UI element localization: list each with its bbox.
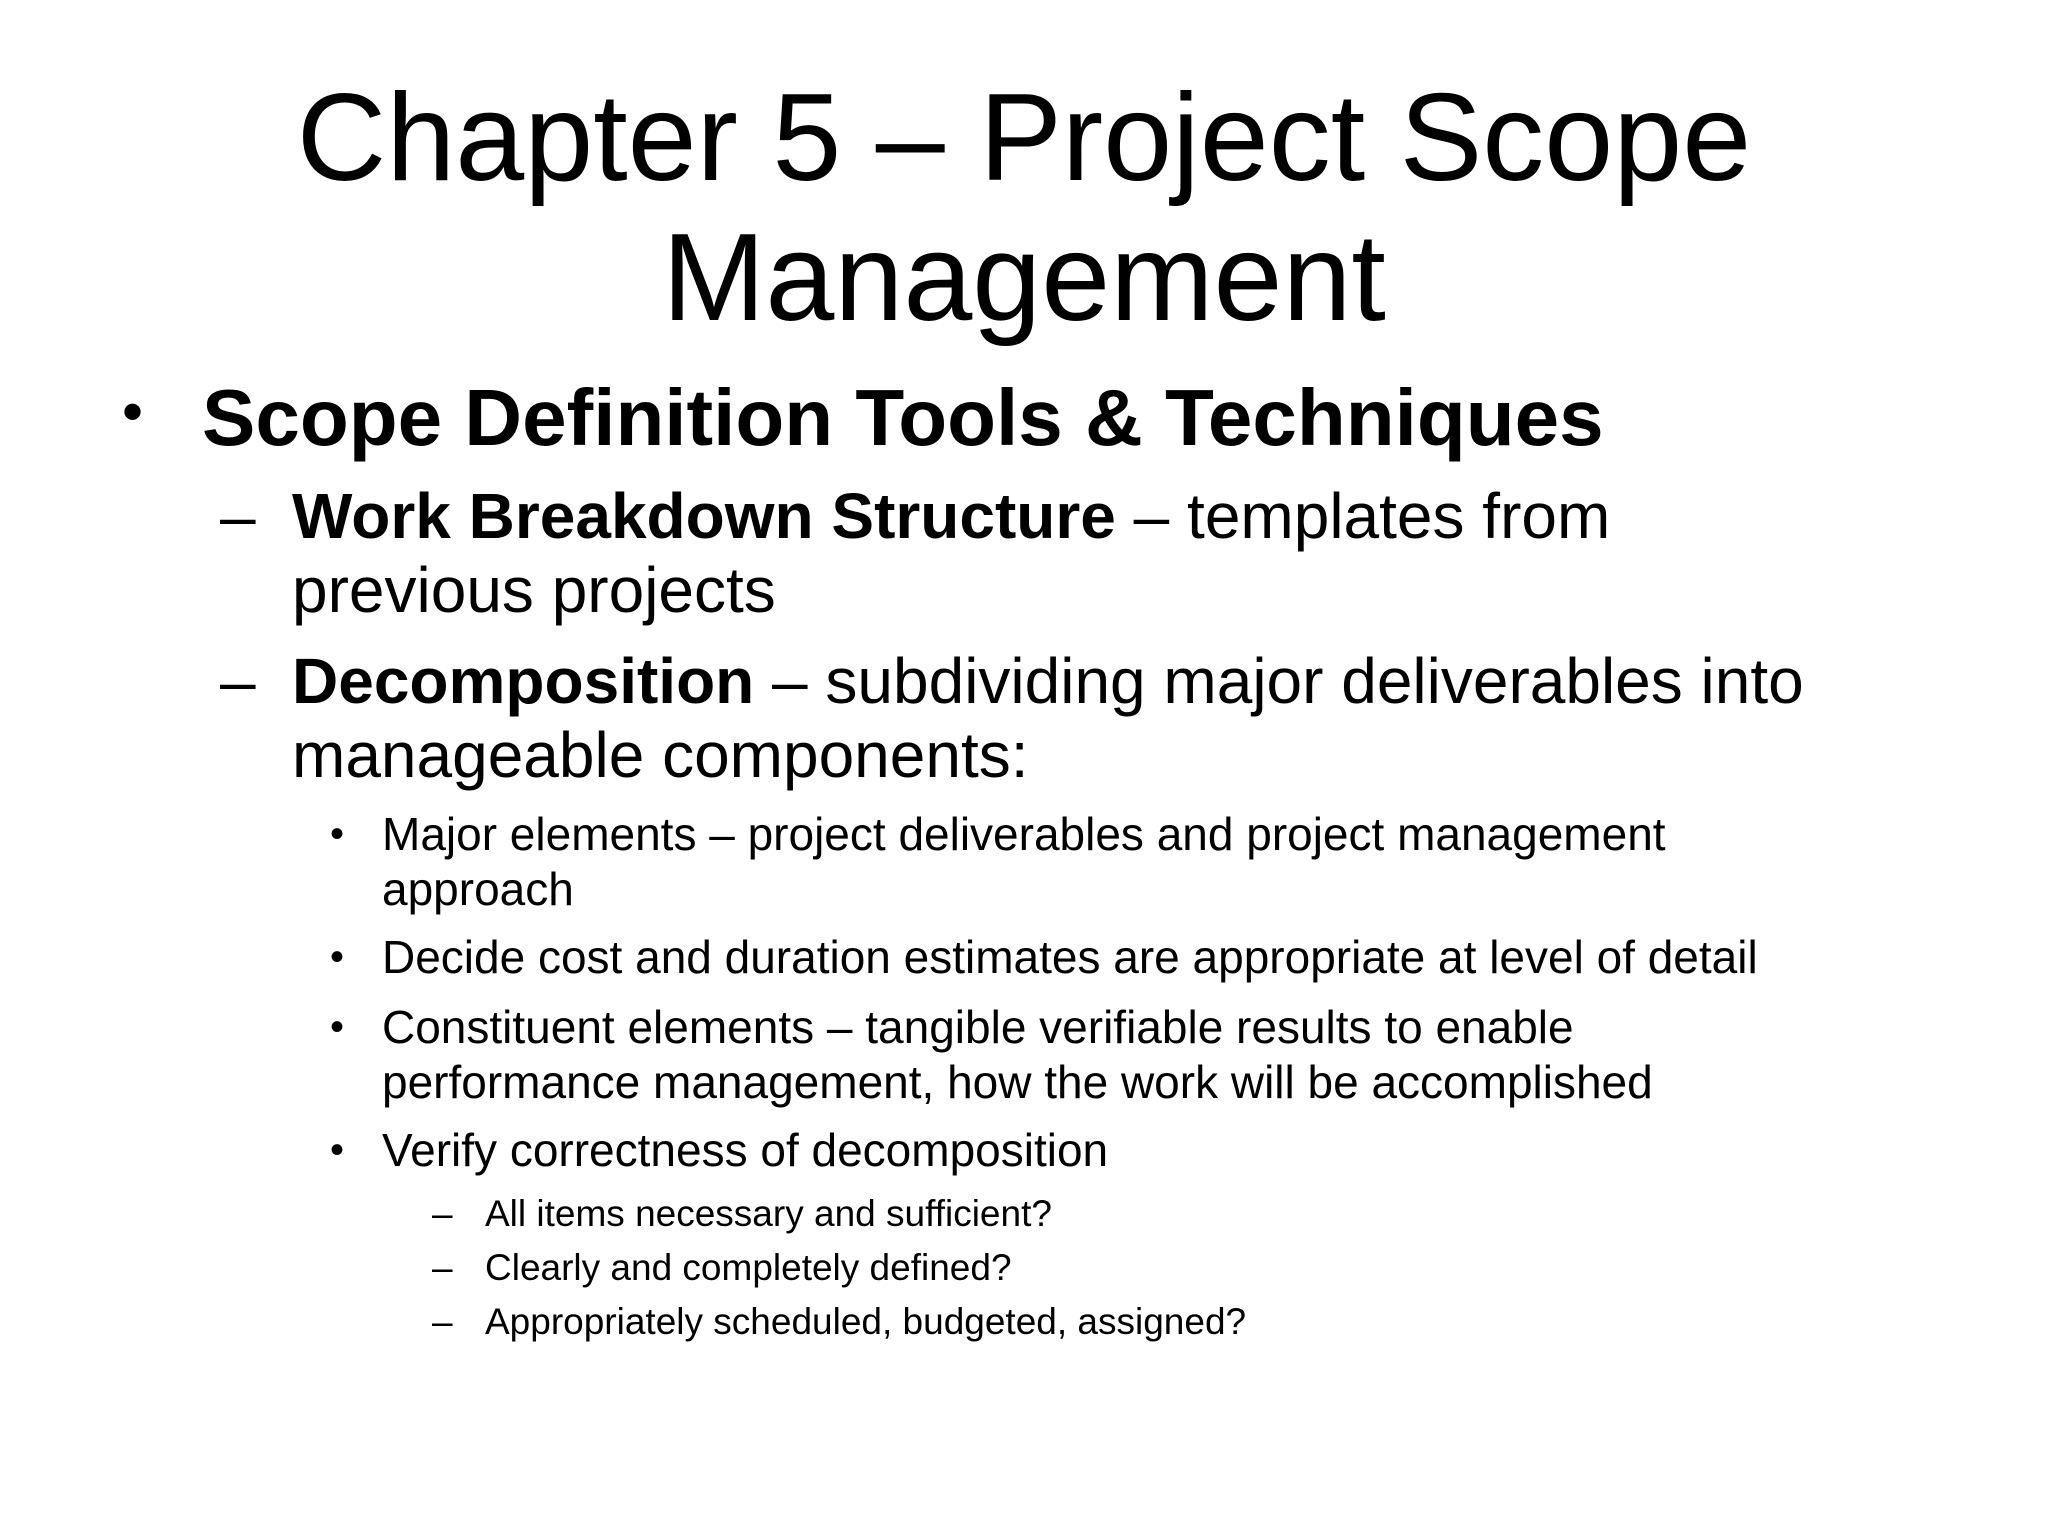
- decomposition-term: Decomposition: [292, 645, 755, 717]
- dash-icon: –: [432, 1193, 453, 1234]
- bullet-icon: •: [330, 812, 345, 856]
- title-line-2: Management: [662, 209, 1386, 347]
- constituent-elements-line-2: performance management, how the work will be accomplished: [382, 1056, 1653, 1108]
- decomposition-definition: – subdividing major deliverables into: [754, 645, 1804, 717]
- wbs-line-1: [292, 478, 1610, 554]
- wbs-definition: – templates from: [1115, 480, 1611, 552]
- dash-icon: –: [432, 1247, 453, 1288]
- level1-heading: Scope Definition Tools & Techniques: [202, 373, 1604, 462]
- check-item: All items necessary and sufficient?: [485, 1193, 1052, 1234]
- bullet-icon: •: [330, 1005, 345, 1049]
- bullet-icon: •: [330, 935, 345, 979]
- wbs-line-2: previous projects: [292, 554, 776, 626]
- dash-icon: –: [220, 645, 256, 717]
- title-line-1: Chapter 5 – Project Scope: [296, 69, 1752, 207]
- check-item: Appropriately scheduled, budgeted, assigned?: [485, 1301, 1247, 1342]
- slide-title: [0, 68, 2048, 348]
- bullet-icon: •: [122, 378, 144, 445]
- wbs-term: Work Breakdown Structure: [292, 480, 1116, 552]
- decomposition-line-2: manageable components:: [292, 719, 1029, 791]
- constituent-elements-line-1: Constituent elements – tangible verifiable results to enable: [382, 1001, 1574, 1053]
- major-elements-line-1: Major elements – project deliverables and project management: [382, 808, 1666, 860]
- major-elements-line-2: approach: [382, 863, 574, 915]
- dash-icon: –: [220, 480, 256, 552]
- decomposition-line-1: [292, 643, 1804, 719]
- dash-icon: –: [432, 1301, 453, 1342]
- decide-estimates-item: Decide cost and duration estimates are appropriate at level of detail: [382, 931, 1758, 983]
- check-item: Clearly and completely defined?: [485, 1247, 1012, 1288]
- bullet-icon: •: [330, 1128, 345, 1172]
- verify-item: Verify correctness of decomposition: [382, 1124, 1109, 1176]
